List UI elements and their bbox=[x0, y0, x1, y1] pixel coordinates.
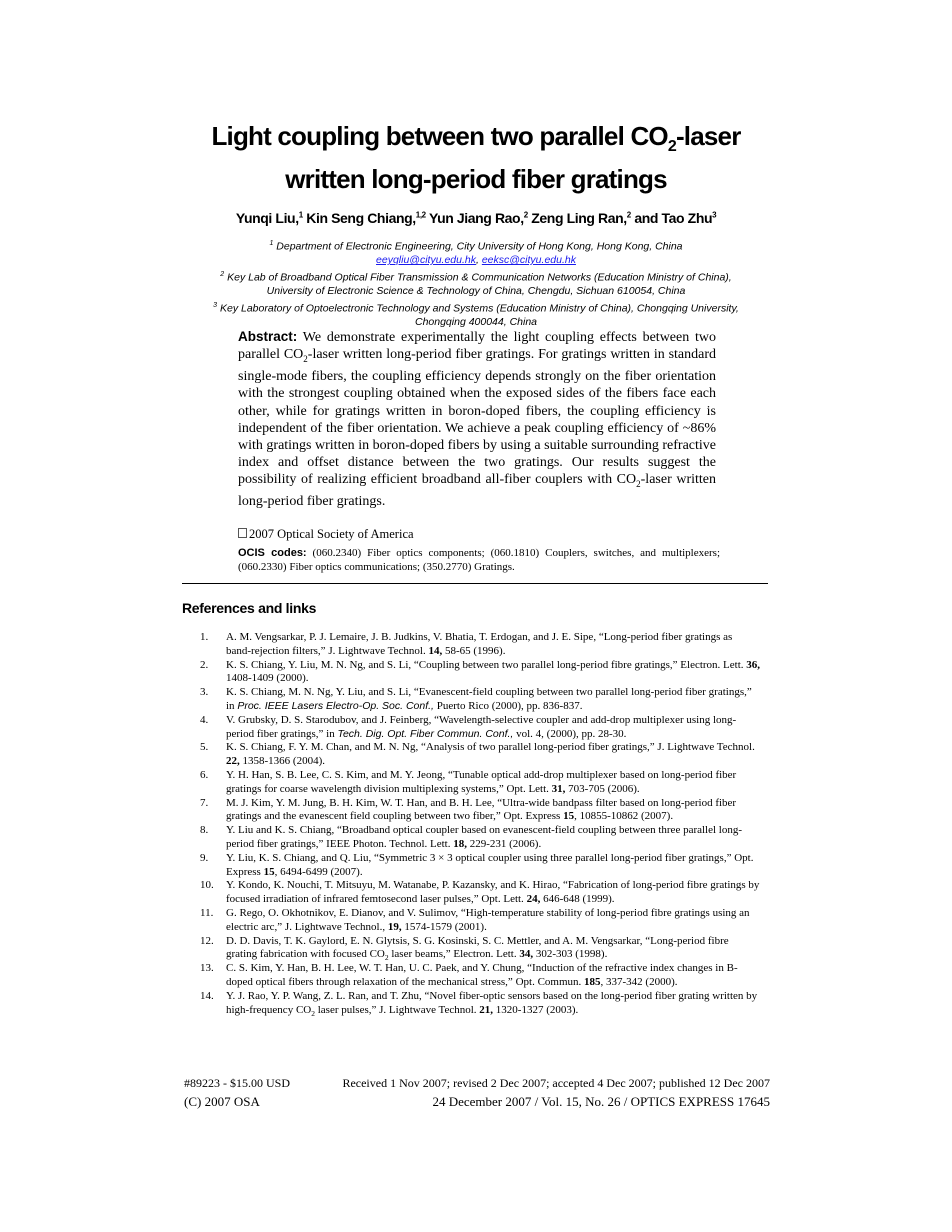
affiliation-2: $^2$ Key Lab of Broadband Optical Fiber Transmission & Communication Networks (Education Ministry of China), bbox=[220, 270, 732, 284]
title-text: -laser bbox=[675, 121, 741, 151]
reference-item: 5. K. S. Chiang, F. Y. M. Chan, and M. N. Ng, “Analysis of two parallel long-period fiber gratings,” J. Lightwave Technol. 22, 1358-1366 (2004). bbox=[200, 741, 755, 768]
copyright-line: 2007 Optical Society of America bbox=[238, 527, 414, 542]
copyright-symbol-icon bbox=[238, 528, 247, 538]
article-dates: Received 1 Nov 2007; revised 2 Dec 2007; accepted 4 Dec 2007; published 12 Dec 2007 bbox=[342, 1076, 770, 1090]
reference-item: 6. Y. H. Han, S. B. Lee, C. S. Kim, and M. Y. Jeong, “Tunable optical add-drop multiplexer based on long-period fiber gratings for coarse wavelength division multiplexing systems,” Opt. Lett. 31, 703-705 (2006). bbox=[200, 768, 737, 795]
reference-item: 9. Y. Liu, K. S. Chiang, and Q. Liu, “Symmetric 3 × 3 optical coupler using three parallel long-period fiber gratings,” Opt. Express 15, 6494-6499 (2007). bbox=[200, 851, 754, 878]
article-price: #89223 - $15.00 USD bbox=[184, 1076, 291, 1090]
affiliation-1: $^1$ Department of Electronic Engineering, City University of Hong Kong, Hong Kong, China bbox=[269, 240, 683, 253]
reference-item: 14. Y. J. Rao, Y. P. Wang, Z. L. Ran, and T. Zhu, “Novel fiber-optic sensors based on the long-period fiber grating written by high-frequency $CO_2$ laser pulses,” J. Lightwave Technol. 21, 1320-1327 (2003). bbox=[200, 989, 758, 1018]
title-line-2: written long-period fiber gratings bbox=[285, 164, 667, 195]
title-line-1 bbox=[0, 120, 952, 163]
reference-item: 1. A. M. Vengsarkar, P. J. Lemaire, J. B. Judkins, V. Bhatia, T. Erdogan, and J. E. Sipe, “Long-period fiber gratings as band-rejection filters,” J. Lightwave Technol. 14, 58-65 (1996). bbox=[200, 631, 733, 657]
title-text: Light coupling between two parallel CO bbox=[211, 121, 668, 151]
author: Kin Seng Chiang,$^{1,2}$ bbox=[306, 210, 426, 226]
ocis-codes: OCIS codes: (060.2340) Fiber optics components; (060.1810) Couplers, switches, and multiplexers; (060.2330) Fiber optics communications; (350.2770) Gratings. bbox=[238, 547, 721, 573]
reference-item: 7. M. J. Kim, Y. M. Jung, B. H. Kim, W. T. Han, and B. H. Lee, “Ultra-wide bandpass filter based on long-period fiber gratings and the evanescent field coupling between two fiber,” Opt. Express 15, 10855-10862 (2007). bbox=[200, 796, 737, 823]
affiliation-3-cont: Chongqing 400044, China bbox=[414, 316, 538, 329]
reference-item: 2. K. S. Chiang, Y. Liu, M. N. Ng, and S. Li, “Coupling between two parallel long-period fibre gratings,” Electron. Lett. 36, 1408-1409 (2000). bbox=[200, 658, 761, 685]
ocis-label: OCIS codes: bbox=[238, 547, 307, 559]
abstract: Abstract: We demonstrate experimentally the light coupling effects between two parallel $CO_2$-laser written long-period fiber gratings. For gratings written in standard single-mode fibers, the coupling efficiency depends strongly on the fiber orientation with the strongest coupling obtained when the exposed sides of the fibers face each other, while for gratings written in boron-doped fibers, the coupling efficiency is independent of the fiber orientation. We achieve a peak coupling efficiency of ~86% with gratings written in boron-doped fibers by using a suitable surrounding refractive index and offset distance between the two gratings. Our results suggest the possibility of realizing efficient broadband all-fiber couplers with $CO_2$-laser written long-period fiber gratings. bbox=[238, 329, 717, 510]
reference-item: 12. D. D. Davis, T. K. Gaylord, E. N. Glytsis, S. G. Kosinski, S. C. Mettler, and A. M. Vengsarkar, “Long-period fibre grating fabrication with focused $CO_2$ laser beams,” Electron. Lett. 34, 302-303 (1998). bbox=[200, 934, 729, 963]
email-line: eeyqliu@cityu.edu.hk, eeksc@cityu.edu.hk bbox=[376, 254, 576, 267]
affiliations bbox=[180, 237, 772, 330]
reference-list bbox=[200, 631, 760, 1017]
reference-item: 11. G. Rego, O. Okhotnikov, E. Dianov, and V. Sulimov, “High-temperature stability of long-period fibre gratings using an electric arc,” J. Lightwave Technol., 19, 1574-1579 (2001). bbox=[200, 906, 750, 933]
references-heading: References and links bbox=[182, 600, 317, 616]
reference-item: 8. Y. Liu and K. S. Chiang, “Broadband optical coupler based on evanescent-field coupling between three parallel long-period fiber gratings,” IEEE Photon. Technol. Lett. 18, 229-231 (2006). bbox=[200, 824, 743, 850]
author-list bbox=[0, 210, 952, 226]
author: and Tao Zhu$^3$ bbox=[634, 210, 717, 226]
affiliation-3: $^3$ Key Laboratory of Optoelectronic Technology and Systems (Education Ministry of China), Chongqing University, bbox=[213, 301, 739, 315]
reference-item: 13. C. S. Kim, Y. Han, B. H. Lee, W. T. Han, U. C. Paek, and Y. Chung, “Induction of the refractive index changes in B-doped optical fibers through relaxation of the mechanical stress,” Opt. Commun. 185, 337-342 (2000). bbox=[200, 962, 738, 988]
title-subscript: 2 bbox=[667, 138, 676, 156]
author: Zeng Ling Ran,$^2$ bbox=[531, 210, 631, 226]
email-link[interactable]: eeyqliu@cityu.edu.hk bbox=[376, 254, 476, 267]
abstract-label: Abstract: bbox=[238, 329, 298, 344]
journal-citation: 24 December 2007 / Vol. 15, No. 26 / OPTICS EXPRESS 17645 bbox=[432, 1094, 770, 1109]
affiliation-2-cont: University of Electronic Science & Technology of China, Chengdu, Sichuan 610054, China bbox=[266, 285, 686, 298]
section-divider bbox=[182, 583, 768, 584]
author: Yun Jiang Rao,$^2$ bbox=[428, 210, 528, 226]
reference-item: 4. V. Grubsky, D. S. Starodubov, and J. Feinberg, “Wavelength-selective coupler and add-drop multiplexer using long-period fiber gratings,” in Tech. Dig. Opt. Fiber Commun. Conf., vol. 4, (2000), pp. 28-30. bbox=[200, 713, 737, 740]
reference-item: 10. Y. Kondo, K. Nouchi, T. Mitsuyu, M. Watanabe, P. Kazansky, and K. Hirao, “Fabrication of long-period fibre gratings by focused irradiation of infrared femtosecond laser pulses,” Opt. Lett. 24, 646-648 (1999). bbox=[200, 879, 760, 906]
email-link[interactable]: eeksc@cityu.edu.hk bbox=[481, 254, 576, 267]
paper-title bbox=[0, 120, 952, 195]
footer-copyright: (C) 2007 OSA bbox=[184, 1094, 260, 1109]
author: Yunqi Liu,$^1$ bbox=[235, 210, 303, 226]
reference-item: 3. K. S. Chiang, M. N. Ng, Y. Liu, and S. Li, “Evanescent-field coupling between two parallel long-period fiber gratings,” in Proc. IEEE Lasers Electro-Op. Soc. Conf., Puerto Rico (2000), pp. 836-837. bbox=[200, 686, 752, 712]
